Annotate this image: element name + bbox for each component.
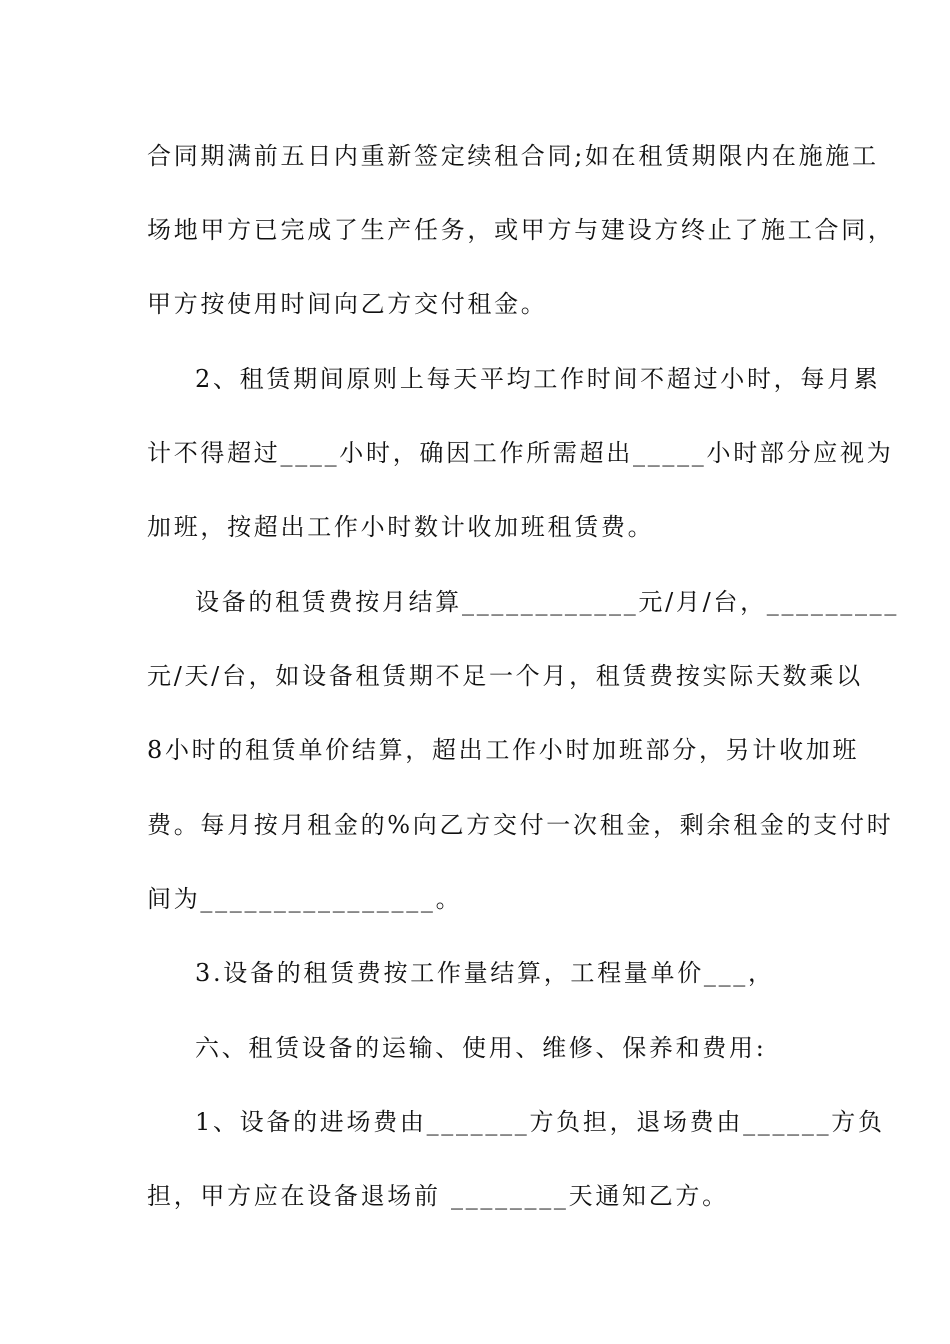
paragraph-line: 计不得超过____小时，确因工作所需超出_____小时部分应视为 (147, 439, 894, 467)
paragraph-line: 加班，按超出工作小时数计收加班租赁费。 (147, 513, 655, 541)
paragraph-line: 担，甲方应在设备退场前 ________天通知乙方。 (147, 1182, 729, 1210)
paragraph-line: 甲方按使用时间向乙方交付租金。 (147, 290, 548, 318)
paragraph-line: 元/天/台，如设备租赁期不足一个月，租赁费按实际天数乘以 (147, 662, 863, 690)
paragraph-line: 设备的租赁费按月结算____________元/月/台，_________ (195, 588, 900, 616)
paragraph-line: 1、设备的进场费由_______方负担，退场费由______方负 (195, 1108, 885, 1136)
paragraph-line: 场地甲方已完成了生产任务，或甲方与建设方终止了施工合同， (147, 216, 895, 244)
section-heading: 六、租赁设备的运输、使用、维修、保养和费用: (195, 1034, 767, 1062)
paragraph-line: 合同期满前五日内重新签定续租合同;如在租赁期限内在施施工 (147, 142, 879, 170)
paragraph-line: 2、租赁期间原则上每天平均工作时间不超过小时，每月累 (195, 365, 881, 393)
paragraph-line: 8小时的租赁单价结算，超出工作小时加班部分，另计收加班 (147, 736, 860, 764)
paragraph-line: 费。每月按月租金的%向乙方交付一次租金，剩余租金的支付时 (147, 811, 894, 839)
paragraph-line: 3.设备的租赁费按工作量结算，工程量单价___， (195, 959, 775, 987)
paragraph-line: 间为________________。 (147, 885, 463, 913)
